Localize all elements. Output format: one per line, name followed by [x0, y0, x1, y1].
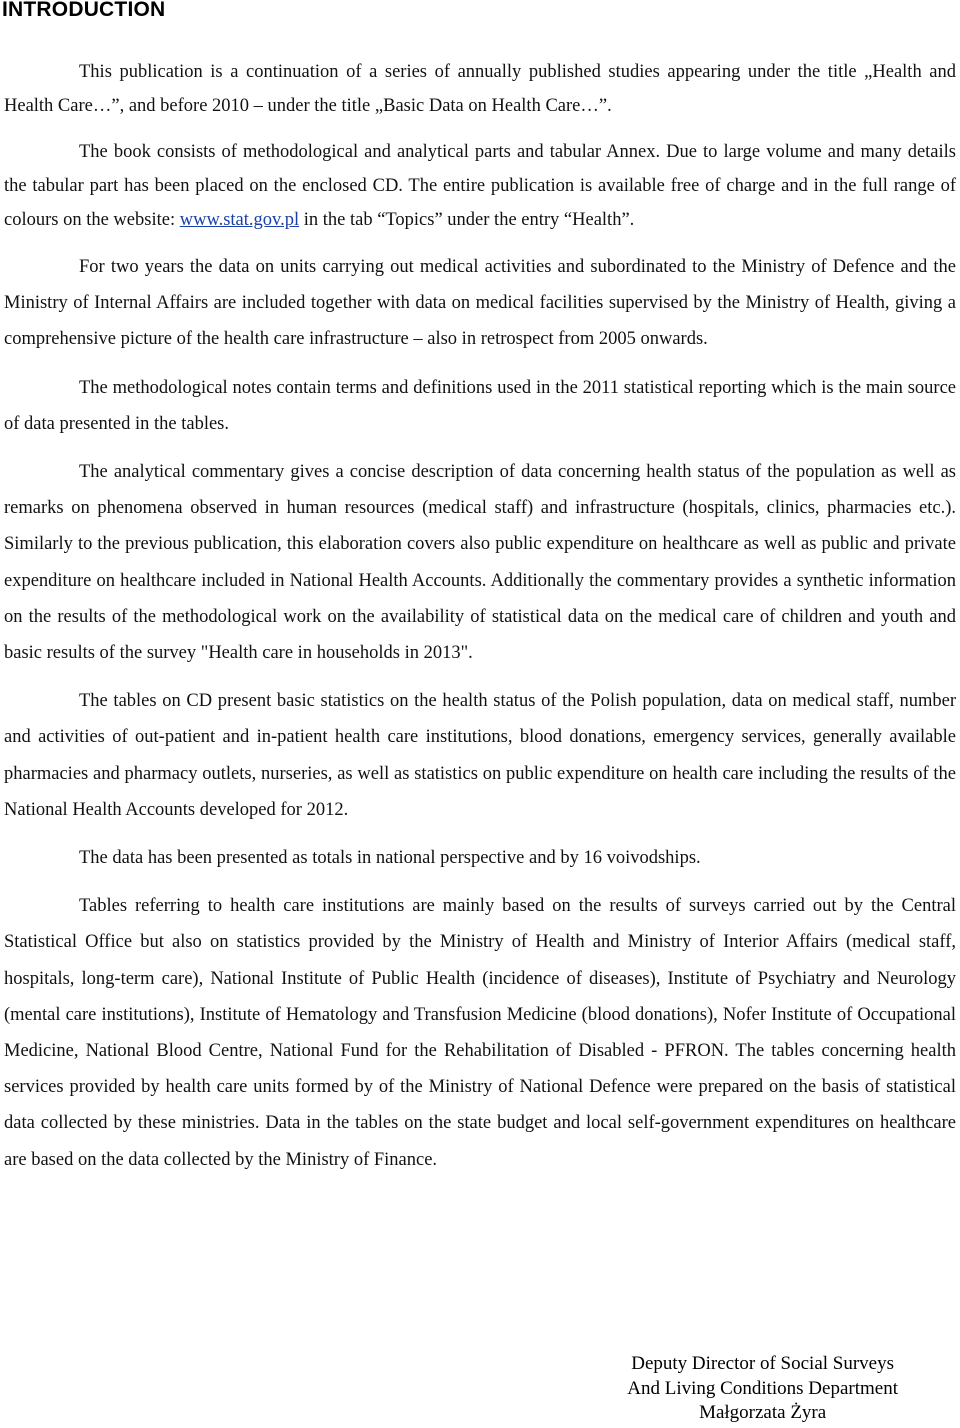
paragraph-methodological-notes: The methodological notes contain terms and definitions used in the 2011 statistical reporting which is the main source of data presented in the tables.	[4, 377, 956, 434]
paragraph-series-continuation: This publication is a continuation of a series of annually published studies appearing under the title „Health and Health Care…”, and before 2010 – under the title „Basic Data on Health Care…”.	[4, 62, 956, 116]
paragraph-book-structure	[4, 135, 956, 237]
introduction-body	[4, 55, 956, 1190]
signature-block	[627, 1352, 898, 1426]
signature-title-line: Deputy Director of Social Surveys	[631, 1353, 895, 1374]
signature-department-line: And Living Conditions Department	[627, 1377, 898, 1399]
paragraph-data-sources: Tables referring to health care institutions are mainly based on the results of surveys carried out by the Central Statistical Office but also on statistics provided by the Ministry of Health and Ministry of Interior Affairs (medical staff, hospitals, long-term care), National Institute of Public Health (incidence of diseases), Institute of Psychiatry and Neurology (mental care institutions), Institute of Hematology and Transfusion Medicine (blood donations), Nofer Institute of Occupational Medicine, National Blood Centre, National Fund for the Rehabilitation of Disabled - PFRON. The tables concerning health services provided by health care units formed by of the Ministry of National Defence were prepared on the basis of statistical data collected by these ministries. Data in the tables on the state budget and local self-government expenditures on healthcare are based on the data collected by the Ministry of Finance.	[4, 896, 956, 1170]
paragraph-text: in the tab “Topics” under the entry “Health”.	[299, 210, 635, 230]
paragraph-data-scope: For two years the data on units carrying out medical activities and subordinated to the Ministry of Defence and the Ministry of Internal Affairs are included together with data on medical facilities supervised by the Ministry of Health, giving a comprehensive picture of the health care infrastructure – also in retrospect from 2005 onwards.	[4, 257, 956, 350]
signature-name: Małgorzata Żyra	[699, 1402, 827, 1423]
paragraph-analytical-commentary: The analytical commentary gives a concise description of data concerning health status of the population as well as remarks on phenomena observed in human resources (medical staff) and infrastructure (hospitals, clinics, pharmacies etc.). Similarly to the previous publication, this elaboration covers also public expenditure on healthcare as well as public and private expenditure on healthcare included in National Health Accounts. Additionally the commentary provides a synthetic information on the results of the methodological work on the availability of statistical data on the medical care of children and youth and basic results of the survey "Health care in households in 2013".	[4, 462, 956, 664]
paragraph-data-presentation: The data has been presented as totals in national perspective and by 16 voivodships.	[79, 848, 701, 869]
paragraph-text: The book consists of methodological and analytical parts and tabular Annex. Due to large volume and many details the tabular part has been placed on the enclosed CD. The entire publication is available free of charge and in the full range of colours on the website:	[4, 142, 956, 230]
page-heading: INTRODUCTION	[2, 0, 166, 21]
website-link[interactable]: www.stat.gov.pl	[179, 210, 300, 230]
paragraph-cd-tables: The tables on CD present basic statistics on the health status of the Polish population, data on medical staff, number and activities of out-patient and in-patient health care institutions, blood donations, emergency services, generally available pharmacies and pharmacy outlets, nurseries, as well as statistics on public expenditure on health care including the results of the National Health Accounts developed for 2012.	[4, 691, 956, 820]
